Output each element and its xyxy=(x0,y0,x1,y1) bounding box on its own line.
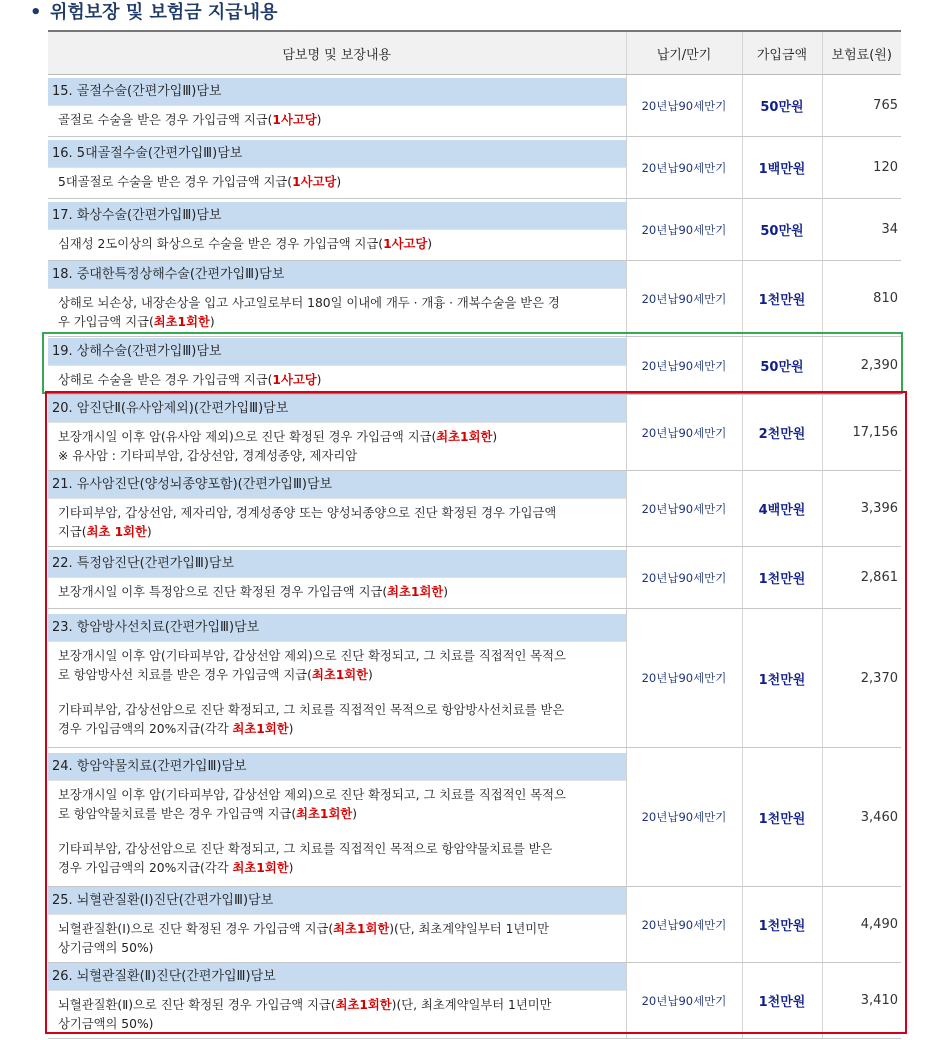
premium-cell: 3,460 xyxy=(822,748,901,887)
coverage-text-line xyxy=(58,313,620,332)
coverage-description-cell xyxy=(48,199,626,261)
coverage-text: ) xyxy=(209,315,215,329)
coverage-text: 보장개시일 이후 암(기타피부암, 갑상선암 제외)으로 진단 확정되고, 그 치료를 직접적인 목적으 xyxy=(58,648,566,663)
coverage-heading: 20. 암진단Ⅱ(유사암제외)(간편가입Ⅲ)담보 xyxy=(48,395,626,423)
limit-text: 최초1회한 xyxy=(335,998,392,1012)
premium-cell: 765 xyxy=(822,75,901,137)
term-cell: 20년납90세만기 xyxy=(626,137,742,199)
coverage-text: 경우 가입금액의 20%지급(각각 xyxy=(58,721,233,736)
coverage-description-cell xyxy=(48,887,626,963)
table-row xyxy=(48,395,901,471)
table-row xyxy=(48,547,901,609)
coverage-text-line xyxy=(58,840,620,859)
amount-cell: 1천만원 xyxy=(742,887,822,963)
table-header-row xyxy=(48,31,901,75)
coverage-text: ) xyxy=(288,860,294,875)
amount-cell: 1천만원 xyxy=(742,609,822,748)
limit-text: 최초1회한 xyxy=(232,721,289,736)
coverage-text: ) xyxy=(316,372,322,387)
coverage-text: 상해로 뇌손상, 내장손상을 입고 사고일로부터 180일 이내에 개두 · 개흉 · 개복수술을 받은 경 xyxy=(58,296,560,310)
coverage-text: 경우 가입금액의 20%지급(각각 xyxy=(58,860,233,875)
term-cell: 20년납90세만기 xyxy=(626,395,742,471)
coverage-text: ) xyxy=(316,112,322,127)
coverage-text-line xyxy=(58,939,620,958)
column-header-name: 담보명 및 보장내용 xyxy=(48,31,626,75)
coverage-text-line xyxy=(58,294,620,313)
coverage-body xyxy=(48,642,626,743)
coverage-text: 로 항암약물치료를 받은 경우 가입금액 지급( xyxy=(58,806,297,821)
paragraph-gap xyxy=(58,824,620,840)
coverage-heading: 16. 5대골절수술(간편가입Ⅲ)담보 xyxy=(48,140,626,168)
coverage-heading: 21. 유사암진단(양성뇌종양포함)(간편가입Ⅲ)담보 xyxy=(48,471,626,499)
coverage-text: 뇌혈관질환(Ⅰ)으로 진단 확정된 경우 가입금액 지급( xyxy=(58,922,334,936)
coverage-heading: 17. 화상수술(간편가입Ⅲ)담보 xyxy=(48,202,626,230)
coverage-body xyxy=(48,106,626,134)
coverage-description-cell xyxy=(48,963,626,1039)
coverage-text-line xyxy=(58,504,620,523)
table-row xyxy=(48,137,901,199)
term-cell: 20년납90세만기 xyxy=(626,887,742,963)
amount-cell: 1천만원 xyxy=(742,547,822,609)
premium-cell: 4,490 xyxy=(822,887,901,963)
table-row xyxy=(48,75,901,137)
amount-cell: 1천만원 xyxy=(742,748,822,887)
coverage-description-cell xyxy=(48,337,626,395)
coverage-text: 로 항암방사선 치료를 받은 경우 가입금액 지급( xyxy=(58,667,312,682)
limit-text: 최초1회한 xyxy=(232,860,289,875)
table-row xyxy=(48,748,901,887)
premium-cell: 2,390 xyxy=(822,337,901,395)
amount-cell: 1천만원 xyxy=(742,261,822,337)
coverage-description-cell xyxy=(48,748,626,887)
coverage-text-line xyxy=(58,666,620,685)
term-cell: 20년납90세만기 xyxy=(626,261,742,337)
coverage-heading: 25. 뇌혈관질환(Ⅰ)진단(간편가입Ⅲ)담보 xyxy=(48,887,626,915)
coverage-text: ) xyxy=(427,236,433,251)
coverage-text: 기타피부암, 갑상선암으로 진단 확정되고, 그 치료를 직접적인 목적으로 항암약물치료를 받은 xyxy=(58,841,553,856)
limit-text: 최초1회한 xyxy=(333,922,390,936)
term-cell: 20년납90세만기 xyxy=(626,547,742,609)
section-title-text: 위험보장 및 보험금 지급내용 xyxy=(50,2,278,23)
coverage-body xyxy=(48,915,626,962)
coverage-description-cell xyxy=(48,547,626,609)
term-cell: 20년납90세만기 xyxy=(626,75,742,137)
coverage-text: 상해로 수술을 받은 경우 가입금액 지급( xyxy=(58,372,273,387)
limit-text: 최초1회한 xyxy=(311,667,369,682)
coverage-text-line xyxy=(58,701,620,720)
table-row xyxy=(48,963,901,1039)
coverage-text-line xyxy=(58,859,620,878)
coverage-body xyxy=(48,230,626,258)
coverage-body xyxy=(48,578,626,606)
coverage-text-line xyxy=(58,111,620,130)
coverage-text: ) xyxy=(336,174,342,189)
coverage-text-line xyxy=(58,996,620,1015)
coverage-body xyxy=(48,168,626,196)
coverage-text: ) xyxy=(146,525,152,539)
coverage-text-line xyxy=(58,447,620,466)
term-cell: 20년납90세만기 xyxy=(626,748,742,887)
coverage-description-cell xyxy=(48,395,626,471)
limit-text: 최초1회한 xyxy=(387,584,444,599)
table-row xyxy=(48,609,901,748)
coverage-text-line xyxy=(58,583,620,602)
amount-cell: 2천만원 xyxy=(742,395,822,471)
limit-text: 1사고당 xyxy=(272,112,317,127)
coverage-body xyxy=(48,366,626,394)
coverage-text-line xyxy=(58,805,620,824)
coverage-text-line xyxy=(58,720,620,739)
coverage-body xyxy=(48,289,626,336)
coverage-heading: 19. 상해수술(간편가입Ⅲ)담보 xyxy=(48,338,626,366)
section-title xyxy=(30,0,277,26)
coverage-text-line xyxy=(58,235,620,254)
coverage-text: ) xyxy=(352,806,358,821)
coverage-description-cell xyxy=(48,137,626,199)
limit-text: 최초1회한 xyxy=(153,315,210,329)
coverage-text: ) xyxy=(492,430,498,444)
table-row xyxy=(48,199,901,261)
amount-cell: 50만원 xyxy=(742,75,822,137)
coverage-text: 상기금액의 50%) xyxy=(58,941,154,955)
coverage-text-line xyxy=(58,920,620,939)
coverage-text-line xyxy=(58,1015,620,1034)
coverage-body xyxy=(48,991,626,1038)
limit-text: 최초 1회한 xyxy=(86,525,147,539)
premium-cell: 120 xyxy=(822,137,901,199)
limit-text: 최초1회한 xyxy=(436,430,493,444)
coverage-text: 상기금액의 50%) xyxy=(58,1017,154,1031)
coverage-text: 5대골절로 수술을 받은 경우 가입금액 지급( xyxy=(58,174,293,189)
limit-text: 1사고당 xyxy=(292,174,337,189)
coverage-heading: 24. 항암약물치료(간편가입Ⅲ)담보 xyxy=(48,753,626,781)
table-row xyxy=(48,337,901,395)
term-cell: 20년납90세만기 xyxy=(626,337,742,395)
coverage-text-line xyxy=(58,786,620,805)
table-row xyxy=(48,261,901,337)
coverage-description-cell xyxy=(48,261,626,337)
premium-cell: 3,410 xyxy=(822,963,901,1039)
coverage-text: 보장개시일 이후 암(기타피부암, 갑상선암 제외)으로 진단 확정되고, 그 치료를 직접적인 목적으 xyxy=(58,787,566,802)
coverage-body xyxy=(48,499,626,546)
term-cell: 20년납90세만기 xyxy=(626,199,742,261)
premium-cell: 3,396 xyxy=(822,471,901,547)
coverage-table xyxy=(48,30,901,1039)
coverage-body xyxy=(48,781,626,882)
coverage-text: 심재성 2도이상의 화상으로 수술을 받은 경우 가입금액 지급( xyxy=(58,236,384,251)
coverage-text-line xyxy=(58,371,620,390)
amount-cell: 1천만원 xyxy=(742,963,822,1039)
coverage-text-line xyxy=(58,647,620,666)
coverage-text-line xyxy=(58,428,620,447)
amount-cell: 50만원 xyxy=(742,337,822,395)
coverage-text: 기타피부암, 갑상선암, 제자리암, 경계성종양 또는 양성뇌종양으로 진단 확정된 경우 가입금액 xyxy=(58,506,557,520)
coverage-text: 보장개시일 이후 특정암으로 진단 확정된 경우 가입금액 지급( xyxy=(58,584,388,599)
coverage-text: ) xyxy=(368,667,373,682)
coverage-text: 뇌혈관질환(Ⅱ)으로 진단 확정된 경우 가입금액 지급( xyxy=(58,998,336,1012)
coverage-text: ※ 유사암 : 기타피부암, 갑상선암, 경계성종양, 제자리암 xyxy=(58,449,358,463)
column-header-term: 납기/만기 xyxy=(626,31,742,75)
paragraph-gap xyxy=(58,685,620,701)
coverage-description-cell xyxy=(48,75,626,137)
term-cell: 20년납90세만기 xyxy=(626,609,742,748)
amount-cell: 4백만원 xyxy=(742,471,822,547)
coverage-body xyxy=(48,423,626,470)
coverage-text-line xyxy=(58,523,620,542)
premium-cell: 2,861 xyxy=(822,547,901,609)
coverage-text: 지급( xyxy=(58,525,87,539)
coverage-text: 보장개시일 이후 암(유사암 제외)으로 진단 확정된 경우 가입금액 지급( xyxy=(58,430,437,444)
coverage-description-cell xyxy=(48,609,626,748)
limit-text: 1사고당 xyxy=(383,236,428,251)
amount-cell: 1백만원 xyxy=(742,137,822,199)
coverage-text: 우 가입금액 지급( xyxy=(58,315,154,329)
column-header-amount: 가입금액 xyxy=(742,31,822,75)
column-header-premium: 보험료(원) xyxy=(822,31,901,75)
premium-cell: 34 xyxy=(822,199,901,261)
coverage-heading: 22. 특정암진단(간편가입Ⅲ)담보 xyxy=(48,550,626,578)
term-cell: 20년납90세만기 xyxy=(626,963,742,1039)
premium-cell: 17,156 xyxy=(822,395,901,471)
bullet-icon: • xyxy=(30,2,42,23)
term-cell: 20년납90세만기 xyxy=(626,471,742,547)
limit-text: 최초1회한 xyxy=(296,806,353,821)
coverage-description-cell xyxy=(48,471,626,547)
table-row xyxy=(48,887,901,963)
coverage-heading: 26. 뇌혈관질환(Ⅱ)진단(간편가입Ⅲ)담보 xyxy=(48,963,626,991)
coverage-text: 골절로 수술을 받은 경우 가입금액 지급( xyxy=(58,112,273,127)
limit-text: 1사고당 xyxy=(272,372,317,387)
coverage-heading: 23. 항암방사선치료(간편가입Ⅲ)담보 xyxy=(48,614,626,642)
coverage-text: ) xyxy=(443,584,449,599)
premium-cell: 2,370 xyxy=(822,609,901,748)
coverage-heading: 15. 골절수술(간편가입Ⅲ)담보 xyxy=(48,78,626,106)
coverage-text: )(단, 최초계약일부터 1년미만 xyxy=(389,922,550,936)
coverage-text: ) xyxy=(288,721,294,736)
coverage-text: )(단, 최초계약일부터 1년미만 xyxy=(391,998,552,1012)
table-row xyxy=(48,471,901,547)
coverage-text: 기타피부암, 갑상선암으로 진단 확정되고, 그 치료를 직접적인 목적으로 항암방사선치료를 받은 xyxy=(58,702,565,717)
coverage-text-line xyxy=(58,173,620,192)
coverage-heading: 18. 중대한특정상해수술(간편가입Ⅲ)담보 xyxy=(48,261,626,289)
amount-cell: 50만원 xyxy=(742,199,822,261)
premium-cell: 810 xyxy=(822,261,901,337)
